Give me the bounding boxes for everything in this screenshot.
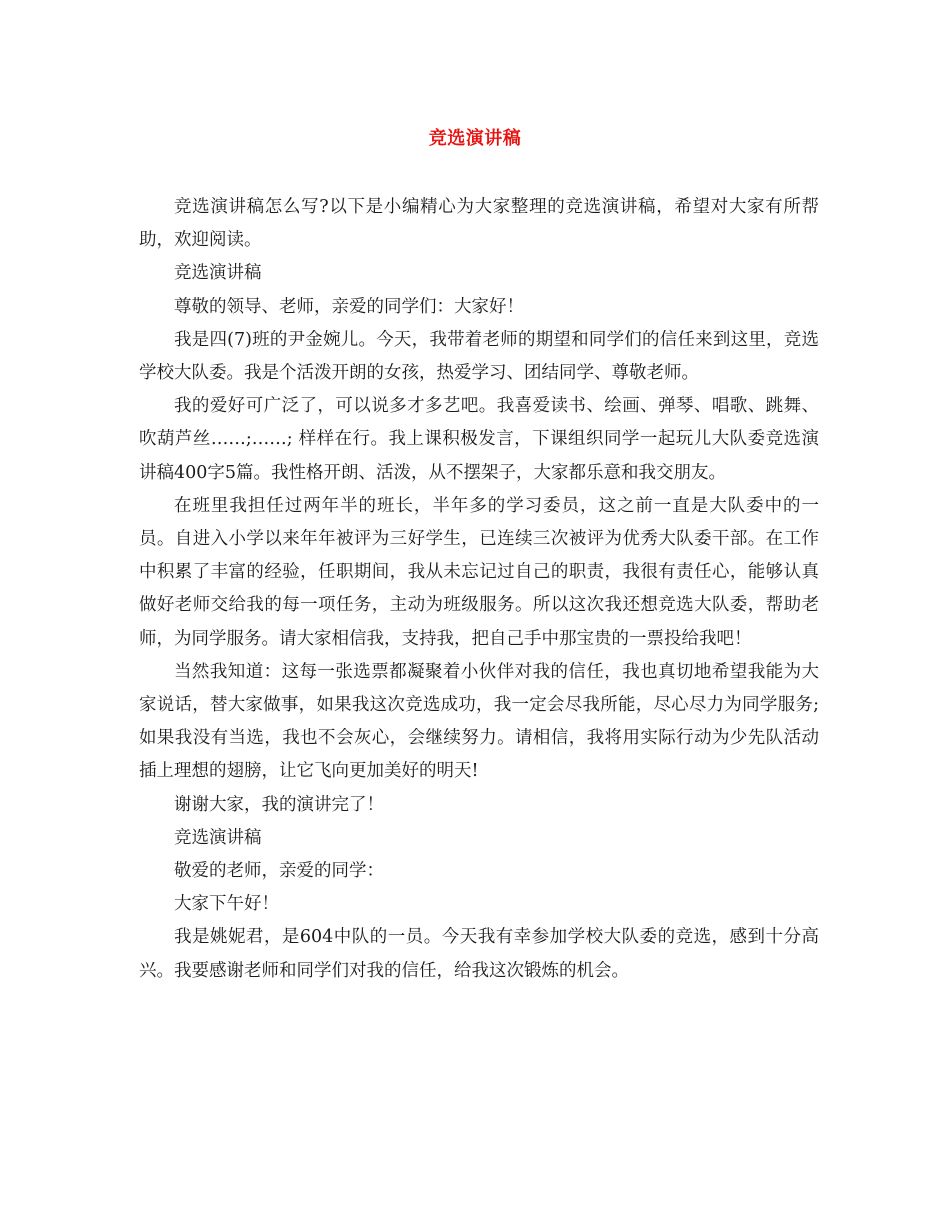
paragraph-thanks: 谢谢大家，我的演讲完了！ [174,794,384,815]
paragraph-greeting: 大家下午好！ [174,894,279,915]
paragraph-salutation-1: 尊敬的领导、老师，亲爱的同学们：大家好！ [174,296,524,317]
paragraph-experience: 在班里我担任过两年半的班长，半年多的学习委员，这之前一直是大队委中的一员。自进入小学以来年年被评为三好学生，已连续三次被评为优秀大队委干部。在工作中积累了丰富的经验，任职期间，我从未忘记过自己的职责，我很有责任心，能够认真做好老师交给我的每一项任务，主动为班级服务。所以这次我还想竞选大队委，帮助老师，为同学服务。请大家相信我，支持我，把自己手中那宝贵的一票投给我吧！ [139,495,819,649]
section-heading-2: 竞选演讲稿 [174,827,262,848]
paragraph-self-intro-2: 我是姚妮君，是604中队的一员。今天我有幸参加学校大队委的竞选，感到十分高兴。我要感谢老师和同学们对我的信任，给我这次锻炼的机会。 [139,927,819,981]
paragraph-salutation-2: 敬爱的老师，亲爱的同学： [174,861,384,882]
paragraph-intro: 竞选演讲稿怎么写?以下是小编精心为大家整理的竞选演讲稿，希望对大家有所帮助，欢迎阅读。 [139,197,819,251]
paragraph-hobbies: 我的爱好可广泛了，可以说多才多艺吧。我喜爱读书、绘画、弹琴、唱歌、跳舞、吹葫芦丝……;……; 样样在行。我上课积极发言，下课组织同学一起玩儿大队委竞选演讲稿400字5篇。我性格开朗、活泼，从不摆架子，大家都乐意和我交朋友。 [139,396,819,483]
paragraph-self-intro-1: 我是四(7)班的尹金婉儿。今天，我带着老师的期望和同学们的信任来到这里，竞选学校大队委。我是个活泼开朗的女孩，热爱学习、团结同学、尊敬老师。 [139,329,819,384]
document-body [139,191,819,988]
section-heading-1: 竞选演讲稿 [174,263,262,284]
document-title: 竞选演讲稿 [428,128,522,149]
paragraph-pledge: 当然我知道：这每一张选票都凝聚着小伙伴对我的信任，我也真切地希望我能为大家说话，替大家做事，如果我这次竞选成功，我一定会尽我所能，尽心尽力为同学服务;如果我没有当选，我也不会灰心，会继续努力。请相信，我将用实际行动为少先队活动插上理想的翅膀，让它飞向更加美好的明天! [139,661,819,782]
